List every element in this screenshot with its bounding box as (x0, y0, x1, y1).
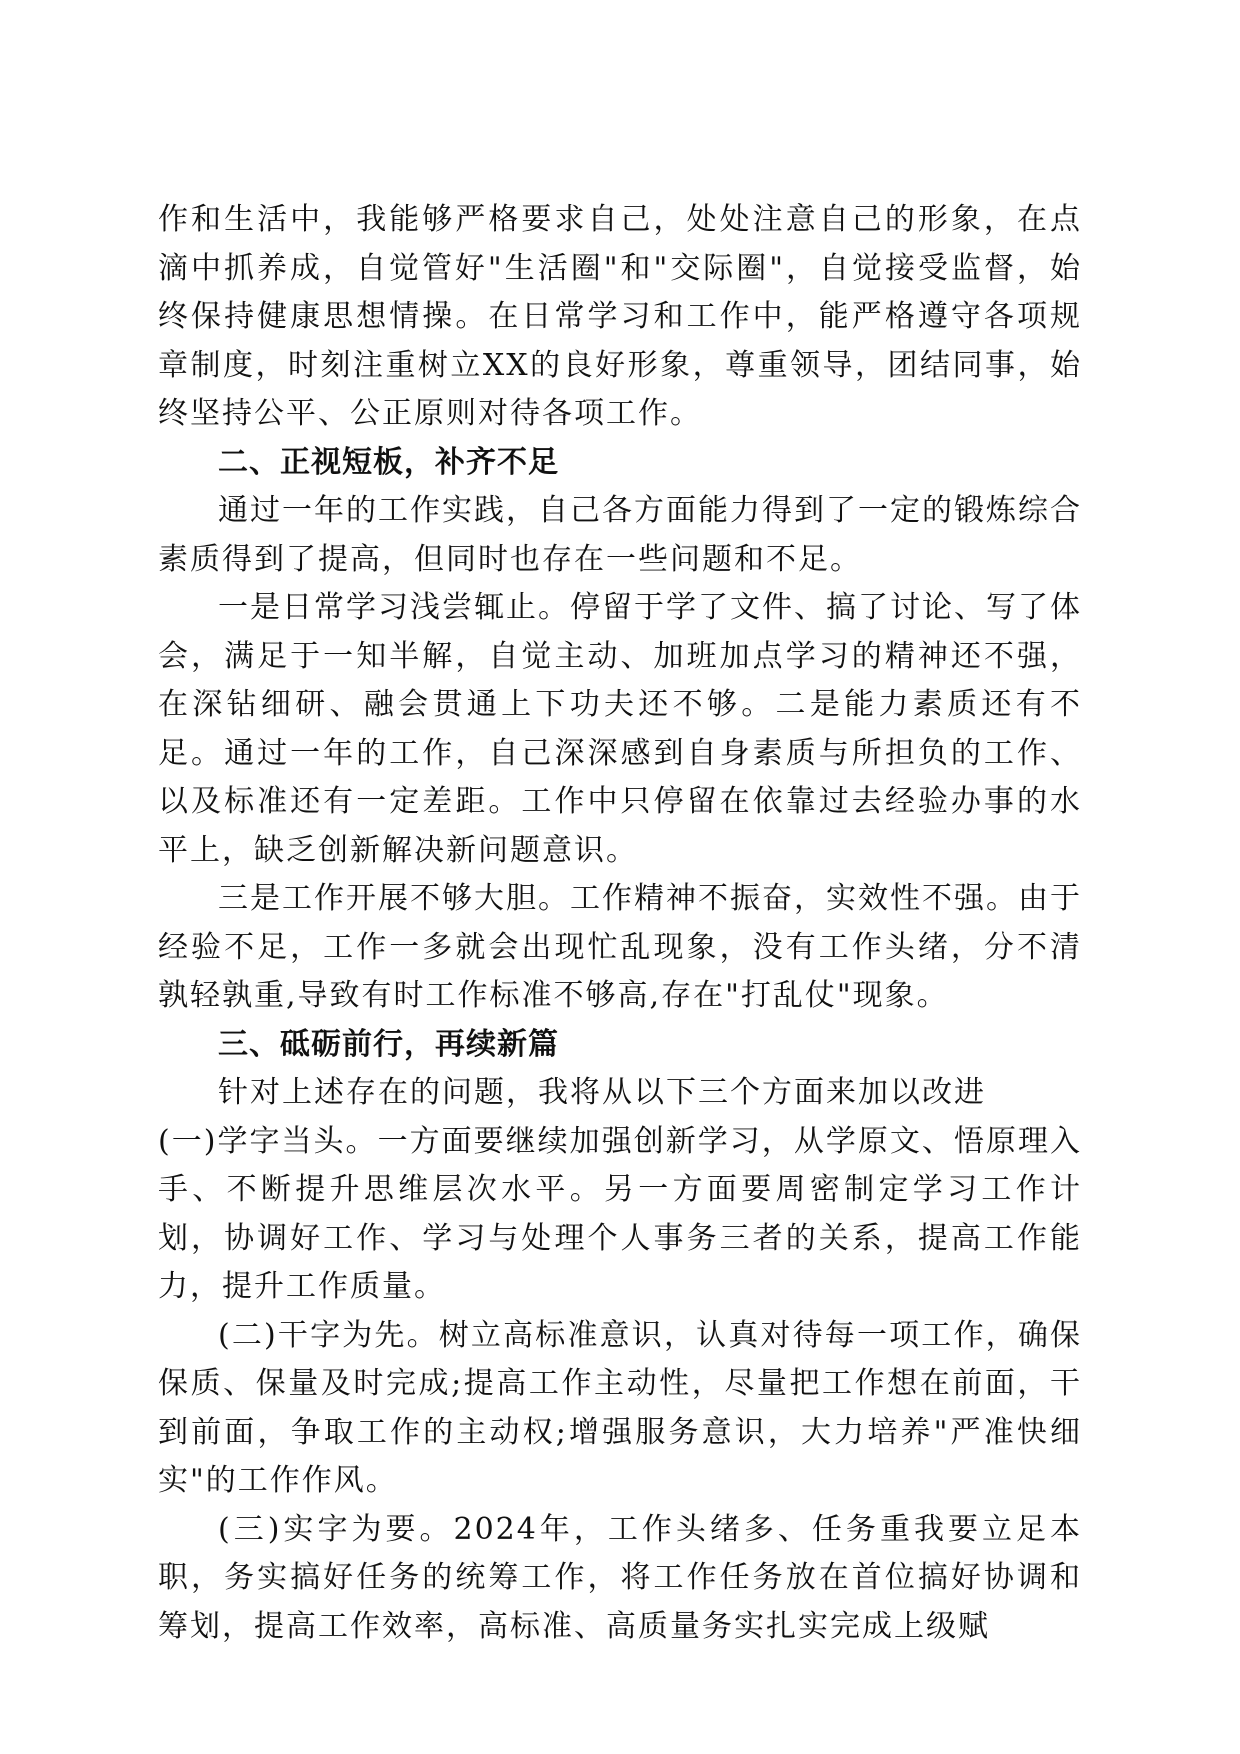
paragraph-improvement-3: (三)实字为要。2024年，工作头绪多、任务重我要立足本职，务实搞好任务的统筹工作，将工作任务放在首位搞好协调和筹划，提高工作效率，高标准、高质量务实扎实完成上级赋 (158, 1511, 1082, 1644)
document-page (158, 196, 1082, 1651)
paragraph-improvement-2: (二)干字为先。树立高标准意识，认真对待每一项工作，确保保质、保量及时完成;提高工作主动性，尽量把工作想在前面，干到前面，争取工作的主动权;增强服务意识，大力培养"严准快细实"的工作作风。 (158, 1317, 1082, 1498)
paragraph-shortcomings-1-2: 一是日常学习浅尝辄止。停留于学了文件、搞了讨论、写了体会，满足于一知半解，自觉主动、加班加点学习的精神还不强，在深钻细研、融会贯通上下功夫还不够。二是能力素质还有不足。通过一年的工作，自己深深感到自身素质与所担负的工作、以及标准还有一定差距。工作中只停留在依靠过去经验办事的水平上，缺乏创新解决新问题意识。 (158, 590, 1082, 868)
section-heading-2: 二、正视短板，补齐不足 (218, 444, 559, 480)
paragraph-intro-shortcomings: 通过一年的工作实践，自己各方面能力得到了一定的锻炼综合素质得到了提高，但同时也存在一些问题和不足。 (158, 493, 1082, 577)
paragraph-shortcomings-3: 三是工作开展不够大胆。工作精神不振奋，实效性不强。由于经验不足，工作一多就会出现忙乱现象，没有工作头绪，分不清孰轻孰重,导致有时工作标准不够高,存在"打乱仗"现象。 (158, 881, 1082, 1013)
paragraph-improvement-intro: 针对上述存在的问题，我将从以下三个方面来加以改进 (218, 1075, 986, 1110)
paragraph-improvement-1: (一)学字当头。一方面要继续加强创新学习，从学原文、悟原理入手、不断提升思维层次水平。另一方面要周密制定学习工作计划，协调好工作、学习与处理个人事务三者的关系，提高工作能力，提升工作质量。 (158, 1123, 1082, 1304)
paragraph-continued: 作和生活中，我能够严格要求自己，处处注意自己的形象，在点滴中抓养成，自觉管好"生活圈"和"交际圈"，自觉接受监督，始终保持健康思想情操。在日常学习和工作中，能严格遵守各项规章制度，时刻注重树立XX的良好形象，尊重领导，团结同事，始终坚持公平、公正原则对待各项工作。 (158, 202, 1082, 431)
section-heading-3: 三、砥砺前行，再续新篇 (218, 1026, 559, 1062)
